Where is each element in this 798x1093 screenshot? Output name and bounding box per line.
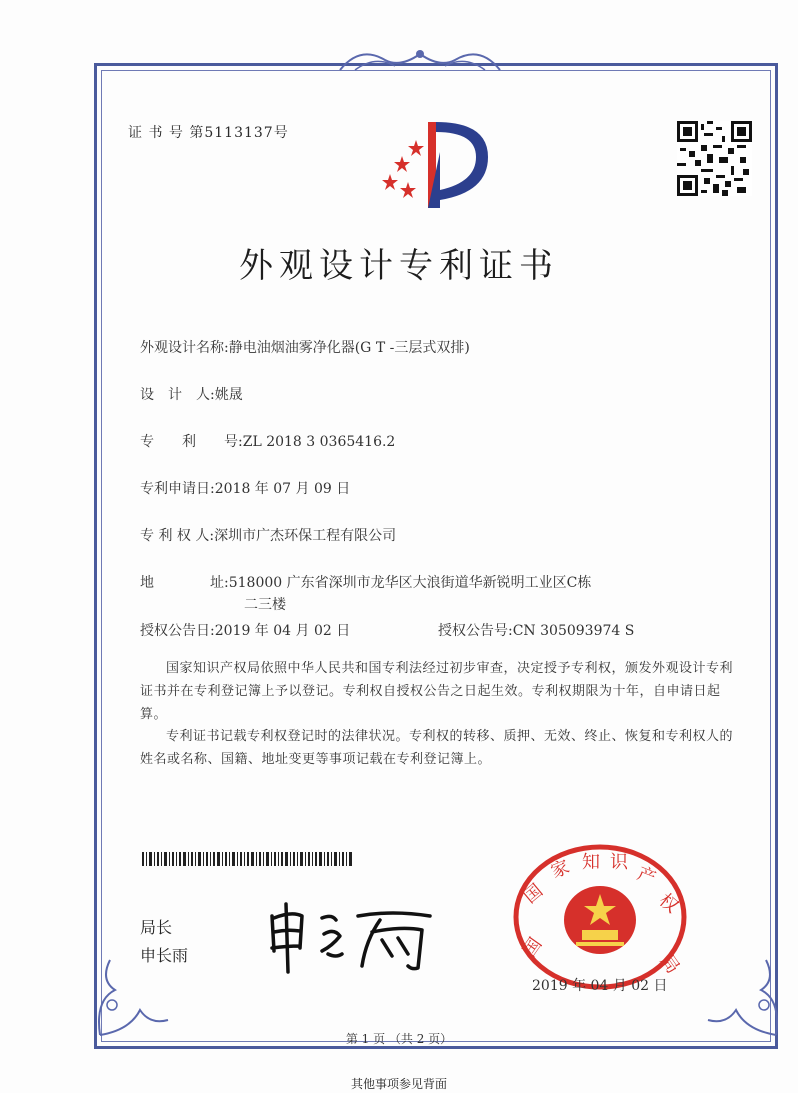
svg-text:知: 知 (582, 852, 600, 873)
grant-number-value: CN 305093974 S (512, 623, 635, 639)
handwritten-signature (262, 896, 442, 976)
patentee-label: 专 利 权 人: (140, 528, 215, 544)
official-seal (510, 842, 690, 992)
designer-label: 设 计 人: (140, 387, 215, 403)
certificate-number: 证 书 号 第5113137号 (128, 125, 289, 141)
svg-text:国: 国 (519, 880, 548, 908)
svg-text:国: 国 (518, 934, 547, 961)
page-title: 外观设计专利证书 (239, 246, 559, 286)
filing-date-row (140, 478, 350, 498)
svg-text:权: 权 (654, 889, 683, 918)
patent-number-value: ZL 2018 3 0365416.2 (242, 434, 396, 450)
design-name-label: 外观设计名称: (140, 340, 229, 356)
grant-date-row (140, 620, 350, 640)
signatory-name: 申长雨 (140, 946, 189, 965)
filing-date-value: 2018 年 07 月 09 日 (214, 481, 351, 497)
address-value-line1: 518000 广东省深圳市龙华区大浪街道华新锐明工业区C栋 (228, 575, 592, 591)
filing-date-label: 专利申请日: (140, 481, 215, 497)
address-row (140, 572, 591, 592)
patent-office-emblem-icon (370, 112, 500, 212)
svg-text:产: 产 (634, 863, 659, 890)
grant-number-label: 授权公告号: (438, 623, 513, 639)
grant-date-value: 2019 年 04 月 02 日 (214, 623, 351, 639)
legal-status-paragraph: 专利证书记载专利权登记时的法律状况。专利权的转移、质押、无效、终止、恢复和专利权人的姓名或名称、国籍、地址变更等事项记载在专利登记簿上。 (140, 729, 734, 767)
grant-paragraph: 国家知识产权局依照中华人民共和国专利法经过初步审查，决定授予专利权，颁发外观设计专利证书并在专利登记簿上予以登记。专利权自授权公告之日起生效。专利权期限为十年，自申请日起算。 (140, 661, 734, 722)
barcode (142, 852, 352, 866)
footer-note: 其他事项参见背面 (350, 1077, 447, 1091)
patentee-value: 深圳市广杰环保工程有限公司 (214, 528, 397, 544)
svg-text:识: 识 (610, 852, 628, 873)
design-name-value: 静电油烟油雾净化器(G T -三层式双排) (228, 340, 470, 356)
grant-number-row (438, 620, 634, 640)
svg-text:家: 家 (548, 856, 573, 883)
designer-row (140, 384, 243, 404)
patentee-row (140, 525, 396, 545)
top-ornament (330, 40, 510, 80)
patent-number-row (140, 431, 395, 451)
page-indicator: 第 1 页 （共 2 页） (345, 1032, 453, 1046)
signatory-title: 局长 (140, 918, 173, 937)
grant-date-label: 授权公告日: (140, 623, 215, 639)
designer-value: 姚晟 (214, 387, 243, 403)
bottom-right-ornament (706, 950, 786, 1040)
address-continuation-row (244, 594, 286, 614)
qr-code (677, 121, 752, 196)
svg-text:局: 局 (655, 950, 684, 978)
patent-number-label: 专 利 号: (140, 434, 243, 450)
address-label: 地 址: (140, 575, 229, 591)
seal-date: 2019 年 04 月 02 日 (532, 978, 668, 994)
design-name-row (140, 337, 470, 357)
address-value-line2: 二三楼 (244, 597, 286, 613)
